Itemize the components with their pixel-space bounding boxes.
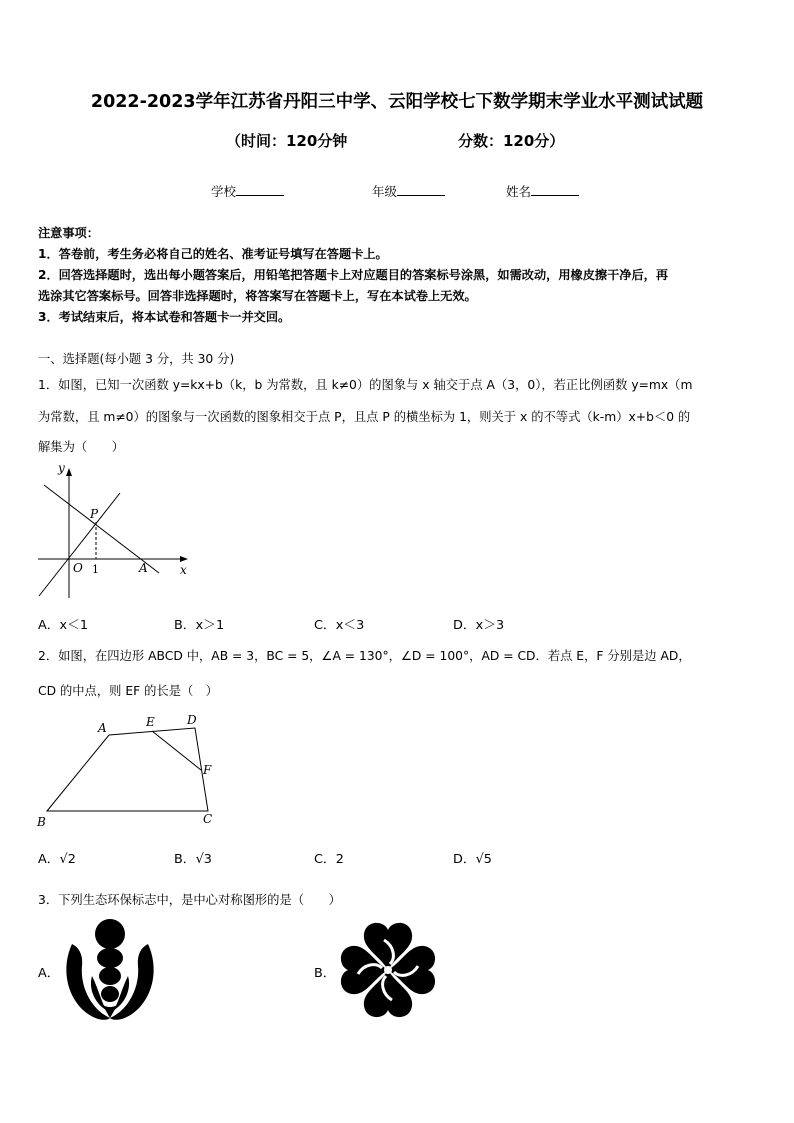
q1-option-d[interactable]: D．x＞3	[453, 618, 505, 633]
q2-segment-ef	[152, 731, 201, 770]
grade-blank	[397, 183, 445, 196]
q1-label-p: P	[90, 507, 99, 521]
q3-option-b[interactable]: B．	[314, 966, 336, 981]
exam-title: 2022-2023学年江苏省丹阳三中学、云阳学校七下数学期末学业水平测试试题	[90, 92, 704, 112]
q1-label-x: x	[180, 563, 187, 577]
notice-item-2b: 选涂其它答案标号。回答非选择题时，将答案写在答题卡上，写在本试卷上无效。	[38, 289, 477, 303]
q1-option-a[interactable]: A．x＜1	[38, 618, 89, 633]
q1-line-kx-b	[44, 485, 159, 573]
q1-y-arrow	[66, 468, 72, 476]
exam-score: 分数：120分）	[458, 132, 565, 150]
q2-label-b: B	[37, 815, 46, 829]
section-heading: 一、选择题(每小题 3 分，共 30 分)	[38, 352, 235, 366]
q1-label-o: O	[73, 561, 83, 575]
q2-shape-abcd	[47, 728, 208, 811]
grade-label: 年级	[372, 184, 398, 199]
name-label: 姓名	[506, 184, 532, 199]
q3-logo-b-icon	[338, 920, 438, 1020]
notice-item-2a: 2．回答选择题时，选出每小题答案后，用铅笔把答题卡上对应题目的答案标号涂黑，如需改动，用橡皮擦干净后，再	[38, 268, 669, 282]
q3-option-a[interactable]: A．	[38, 966, 60, 981]
q1-label-a: A	[139, 561, 148, 575]
q2-label-d: D	[187, 713, 197, 727]
q1-line-3: 解集为（ ）	[38, 440, 125, 454]
q3-line-1: 3．下列生态环保标志中，是中心对称图形的是（ ）	[38, 893, 341, 907]
q1-graph	[36, 460, 196, 600]
notice-heading: 注意事项：	[38, 226, 99, 240]
q2-quadrilateral	[34, 710, 224, 830]
q1-line-1: 1．如图，已知一次函数 y=kx+b（k，b 为常数，且 k≠0）的图象与 x 轴交于点 A（3，0），若正比例函数 y=mx（m	[38, 378, 693, 392]
name-blank	[531, 183, 579, 196]
q1-option-b[interactable]: B．x＞1	[174, 618, 225, 633]
q2-label-e: E	[146, 715, 155, 729]
q1-line-2: 为常数，且 m≠0）的图象与一次函数的图象相交于点 P，且点 P 的横坐标为 1，则关于 x 的不等式（k-m）x+b＜0 的	[38, 410, 691, 424]
q2-line-2: CD 的中点，则 EF 的长是（ ）	[38, 684, 218, 698]
q2-option-d[interactable]: D．√5	[453, 852, 492, 867]
q1-line-mx	[39, 493, 120, 596]
q2-option-a[interactable]: A．√2	[38, 852, 76, 867]
q2-label-f: F	[203, 763, 212, 777]
q3-logo-a-icon	[62, 918, 158, 1022]
q2-label-c: C	[203, 812, 213, 826]
school-label: 学校	[211, 184, 237, 199]
notice-item-3: 3．考试结束后，将本试卷和答题卡一并交回。	[38, 310, 291, 324]
notice-item-1: 1．答卷前，考生务必将自己的姓名、准考证号填写在答题卡上。	[38, 247, 388, 261]
q1-option-c[interactable]: C．x＜3	[314, 618, 365, 633]
q1-x-arrow	[180, 556, 188, 562]
q2-option-b[interactable]: B．√3	[174, 852, 212, 867]
q1-label-one: 1	[92, 563, 99, 576]
grade-field	[372, 182, 445, 200]
school-field	[211, 182, 284, 200]
school-blank	[236, 183, 284, 196]
q2-line-1: 2．如图，在四边形 ABCD 中，AB = 3，BC = 5，∠A = 130°，∠D = 100°，AD = CD．若点 E，F 分别是边 AD，	[38, 649, 691, 663]
q2-label-a: A	[98, 721, 107, 735]
q1-label-y: y	[58, 461, 65, 475]
exam-time: （时间：120分钟	[226, 132, 348, 150]
name-field	[506, 182, 579, 200]
q2-option-c[interactable]: C．2	[314, 852, 344, 867]
